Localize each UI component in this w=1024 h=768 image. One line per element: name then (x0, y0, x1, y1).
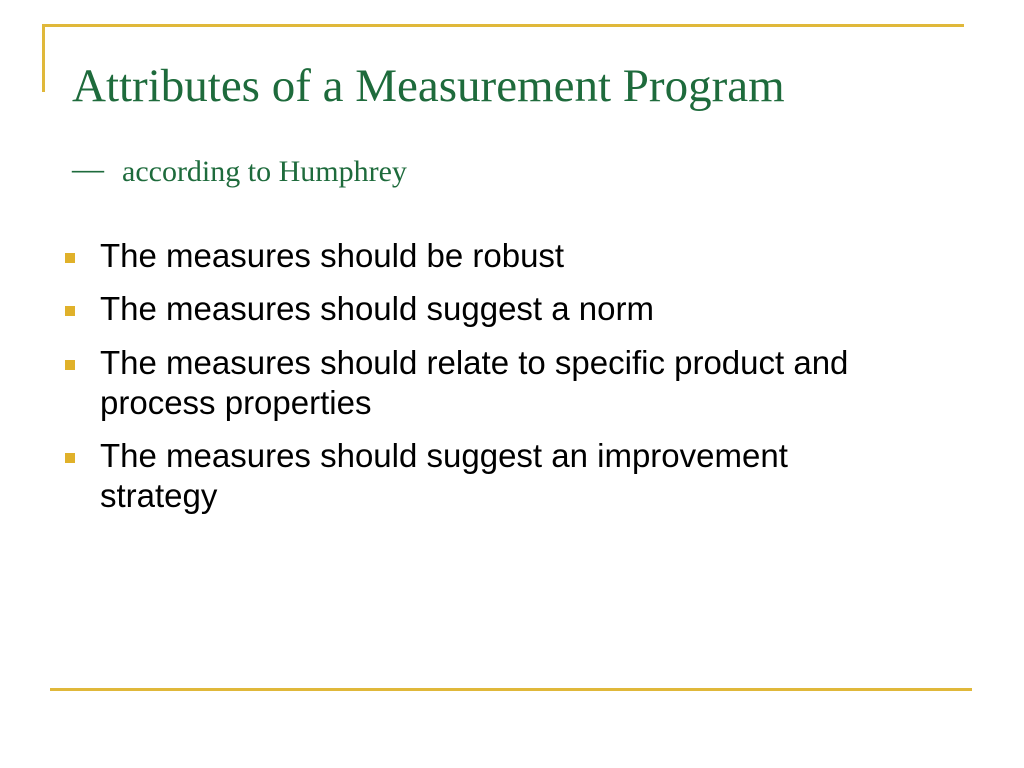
bullet-text: The measures should suggest an improvement strategy (100, 437, 788, 515)
bullet-item (62, 289, 882, 329)
bullet-item (62, 236, 882, 276)
square-bullet-icon (65, 306, 75, 316)
bullet-item (62, 436, 882, 517)
bullet-text: The measures should suggest a norm (100, 290, 654, 328)
slide-subtitle (72, 152, 407, 187)
subtitle-text: according to Humphrey (122, 155, 407, 188)
bullet-item (62, 343, 882, 424)
top-accent-rule (42, 24, 964, 27)
square-bullet-icon (65, 360, 75, 370)
bullet-text: The measures should relate to specific product and process properties (100, 343, 849, 421)
bullet-list (62, 236, 882, 530)
square-bullet-icon (65, 253, 75, 263)
footer-accent-rule (50, 688, 972, 691)
corner-accent-vertical-rule (42, 24, 45, 92)
slide-title: Attributes of a Measurement Program (72, 60, 785, 112)
square-bullet-icon (65, 453, 75, 463)
subtitle-dash: — (72, 150, 104, 186)
bullet-text: The measures should be robust (100, 237, 565, 274)
